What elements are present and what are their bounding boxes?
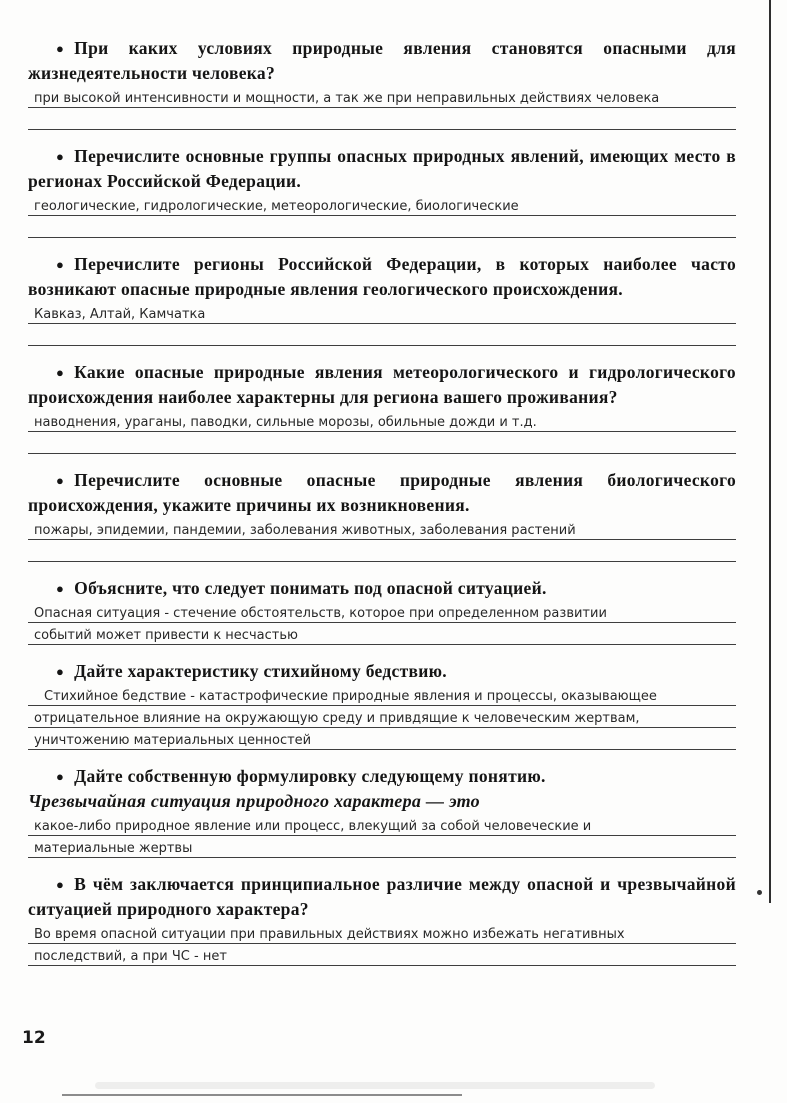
question-label: Перечислите регионы Российской Федерации, в которых наиболее часто возникают опасные природные явления геологического происхождения. bbox=[28, 254, 736, 299]
answer-text: пожары, эпидемии, пандемии, заболевания животных, заболевания растений bbox=[28, 518, 736, 564]
question-label: Перечислите основные опасные природные явления биологического происхождения, укажите причины их возникновения. bbox=[28, 470, 736, 515]
page-content bbox=[28, 36, 736, 980]
answer-text: Кавказ, Алтай, Камчатка bbox=[28, 302, 736, 348]
page-number: 12 bbox=[22, 1028, 46, 1048]
question-label: При каких условиях природные явления становятся опасными для жизнедеятельности человека? bbox=[28, 38, 736, 83]
answer-text: наводнения, ураганы, паводки, сильные морозы, обильные дожди и т.д. bbox=[28, 410, 736, 456]
question-text bbox=[28, 252, 736, 302]
question-label: Перечислите основные группы опасных природных явлений, имеющих место в регионах Российской Федерации. bbox=[28, 146, 736, 191]
question-text bbox=[28, 468, 736, 518]
answer-text: Во время опасной ситуации при правильных действиях можно избежать негативных последствий, а при ЧС - нет bbox=[28, 922, 736, 968]
question-text bbox=[28, 576, 736, 601]
qa-block-7 bbox=[28, 659, 736, 752]
question-text bbox=[28, 144, 736, 194]
question-text bbox=[28, 659, 736, 684]
bullet-icon: ● bbox=[56, 664, 65, 679]
bullet-icon: ● bbox=[56, 877, 65, 892]
question-label: Какие опасные природные явления метеорологического и гидрологического происхождения наиболее характерны для региона вашего проживания? bbox=[28, 362, 736, 407]
question-text bbox=[28, 872, 736, 922]
bullet-icon: ● bbox=[56, 365, 65, 380]
answer-text: какое-либо природное явление или процесс, влекущий за собой человеческие и материальные жертвы bbox=[28, 814, 736, 860]
bullet-icon: ● bbox=[56, 473, 65, 488]
bullet-icon: ● bbox=[56, 769, 65, 784]
qa-block-8 bbox=[28, 764, 736, 860]
question-label: В чём заключается принципиальное различие между опасной и чрезвычайной ситуацией природного характера? bbox=[28, 874, 736, 919]
question-text bbox=[28, 764, 736, 814]
qa-block-4 bbox=[28, 360, 736, 456]
concept-term: Чрезвычайная ситуация природного характера — это bbox=[28, 791, 480, 811]
scan-smudge bbox=[95, 1082, 655, 1089]
answer-text: при высокой интенсивности и мощности, а так же при неправильных действиях человека bbox=[28, 86, 736, 132]
page-edge-line bbox=[769, 0, 771, 903]
question-text bbox=[28, 360, 736, 410]
qa-block-3 bbox=[28, 252, 736, 348]
question-label: Объясните, что следует понимать под опасной ситуацией. bbox=[74, 578, 547, 598]
qa-block-6 bbox=[28, 576, 736, 647]
bullet-icon: ● bbox=[56, 257, 65, 272]
qa-block-2 bbox=[28, 144, 736, 240]
answer-text: Опасная ситуация - стечение обстоятельств, которое при определенном развитии событий может привести к несчастью bbox=[28, 601, 736, 647]
bullet-icon: ● bbox=[56, 149, 65, 164]
question-text bbox=[28, 36, 736, 86]
qa-block-5 bbox=[28, 468, 736, 564]
answer-text: Стихийное бедствие - катастрофические природные явления и процессы, оказывающее отрицательное влияние на окружающую среду и привдящие к человеческим жертвам, уничтожению материальных ценностей bbox=[28, 684, 736, 752]
answer-text: геологические, гидрологические, метеорологические, биологические bbox=[28, 194, 736, 240]
question-label: Дайте собственную формулировку следующему понятию. bbox=[74, 766, 546, 786]
qa-block-1 bbox=[28, 36, 736, 132]
bullet-icon: ● bbox=[56, 581, 65, 596]
ink-dot bbox=[757, 890, 762, 895]
bullet-icon: ● bbox=[56, 41, 65, 56]
question-label: Дайте характеристику стихийному бедствию. bbox=[74, 661, 447, 681]
scan-artifact-line bbox=[62, 1094, 462, 1096]
qa-block-9 bbox=[28, 872, 736, 968]
